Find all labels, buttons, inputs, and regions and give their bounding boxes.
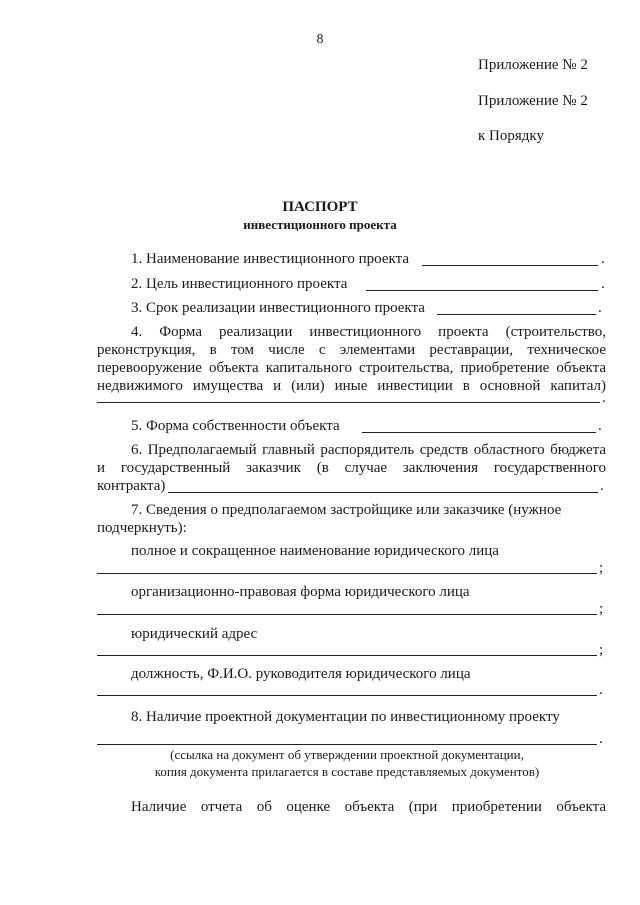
- item-4-line-3: перевооружение объекта капитального строительства, приобретение объекта: [97, 360, 606, 376]
- item-5-dot: .: [598, 418, 602, 434]
- item-6-line-1: 6. Предполагаемый главный распорядитель средств областного бюджета: [131, 442, 606, 458]
- item-4-line-4: недвижимого имущества и (или) иные инвестиции в основной капитал): [97, 378, 606, 394]
- item-4-dot: .: [602, 390, 606, 406]
- item-8-note-line-2: копия документа прилагается в составе представляемых документов): [154, 764, 540, 779]
- item-8-dot: .: [599, 731, 603, 747]
- appendix-label-repeat: Приложение № 2: [478, 93, 588, 109]
- item-6-field-line[interactable]: [168, 492, 598, 493]
- item-7-sub-a-field-line[interactable]: [97, 573, 597, 574]
- item-3-label: 3. Срок реализации инвестиционного проекта: [131, 300, 425, 316]
- item-2-label: 2. Цель инвестиционного проекта: [131, 276, 348, 292]
- item-7-sub-a-label: полное и сокращенное наименование юридического лица: [131, 543, 499, 559]
- item-8-label: 8. Наличие проектной документации по инвестиционному проекту: [131, 709, 560, 725]
- item-8-note-line-1: (ссылка на документ об утверждении проектной документации,: [170, 747, 524, 762]
- page-number: 8: [316, 32, 324, 47]
- item-1-label: 1. Наименование инвестиционного проекта: [131, 251, 410, 267]
- item-6-dot: .: [600, 478, 604, 494]
- item-7-sub-d-field-line[interactable]: [97, 695, 597, 696]
- item-4-field-line[interactable]: [97, 402, 600, 403]
- item-7-line-2: подчеркнуть):: [97, 520, 187, 536]
- item-7-sub-d-dot: .: [599, 682, 603, 698]
- document-title: ПАСПОРТ: [282, 199, 358, 215]
- item-1-field-line[interactable]: [422, 265, 598, 266]
- item-6-line-2: и государственный заказчик (в случае заключения государственного: [97, 460, 606, 476]
- item-3-field-line[interactable]: [437, 314, 596, 315]
- item-7-line-1: 7. Сведения о предполагаемом застройщике или заказчике (нужное: [131, 502, 562, 518]
- item-5-field-line[interactable]: [362, 432, 596, 433]
- item-2-field-line[interactable]: [366, 290, 598, 291]
- document-subtitle: инвестиционного проекта: [243, 217, 397, 232]
- appendix-label: Приложение № 2: [478, 57, 588, 73]
- item-7-sub-b-semicolon: ;: [599, 601, 604, 617]
- item-8-field-line[interactable]: [97, 744, 597, 745]
- item-2-dot: .: [601, 276, 605, 292]
- appendix-order-label: к Порядку: [478, 128, 544, 144]
- item-3-dot: .: [598, 300, 602, 316]
- item-7-sub-c-field-line[interactable]: [97, 655, 597, 656]
- item-4-line-2: реконструкция, в том числе с элементами реставрации, техническое: [97, 342, 606, 358]
- item-7-sub-b-field-line[interactable]: [97, 614, 597, 615]
- item-6-line-3: контракта): [97, 478, 166, 494]
- item-5-label: 5. Форма собственности объекта: [131, 418, 340, 434]
- item-7-sub-a-semicolon: ;: [599, 560, 604, 576]
- item-7-sub-d-label: должность, Ф.И.О. руководителя юридического лица: [131, 666, 471, 682]
- item-7-sub-c-semicolon: ;: [599, 642, 604, 658]
- item-7-sub-c-label: юридический адрес: [131, 626, 258, 642]
- item-4-line-1: 4. Форма реализации инвестиционного проекта (строительство,: [131, 324, 606, 340]
- item-1-dot: .: [601, 251, 605, 267]
- last-paragraph-line: Наличие отчета об оценке объекта (при приобретении объекта: [131, 799, 606, 815]
- item-7-sub-b-label: организационно-правовая форма юридического лица: [131, 584, 470, 600]
